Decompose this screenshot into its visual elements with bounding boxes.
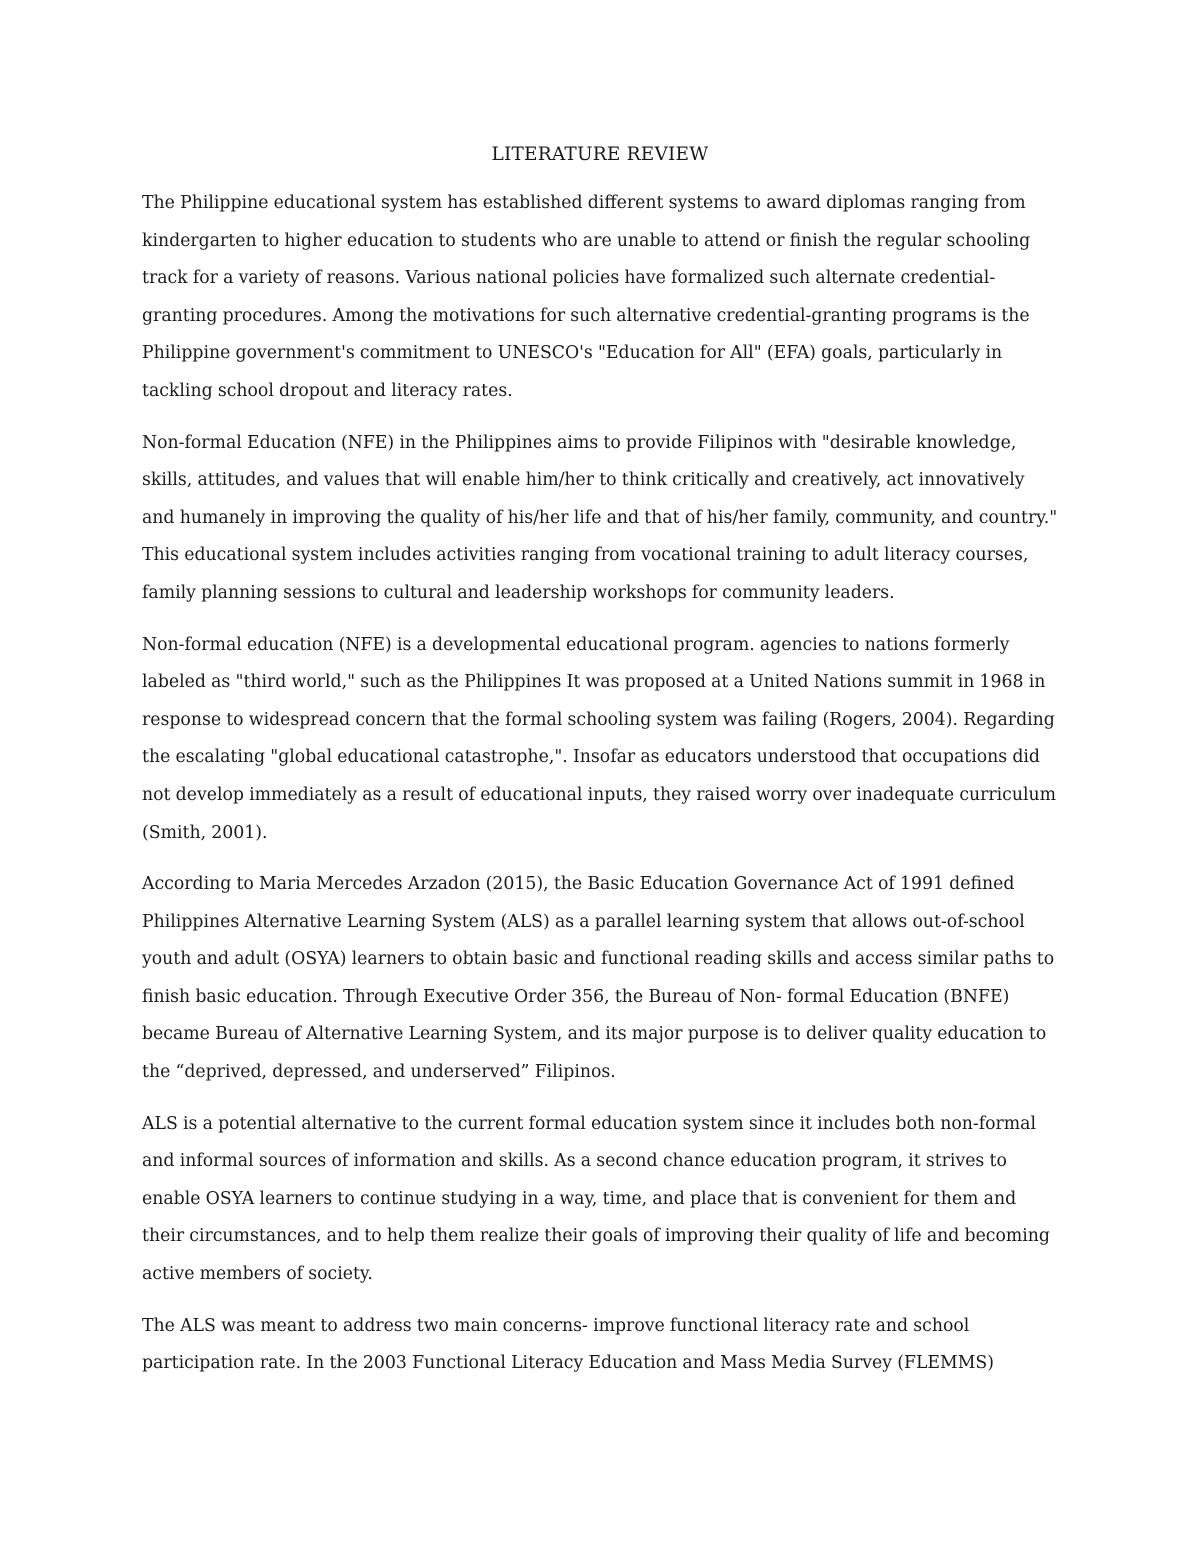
paragraph-intro: The Philippine educational system has established different systems to award diplomas ranging from kindergarten to higher education to students who are unable to attend or finish the regular schooling track for a variety of reasons. Various national policies have formalized such alternate credential-granting procedures. Among the motivations for such alternative credential-granting programs is the Philippine government's commitment to UNESCO's "Education for All" (EFA) goals, particularly in tackling school dropout and literacy rates. <box>142 193 1031 401</box>
page-title: LITERATURE REVIEW <box>491 144 709 165</box>
paragraph-nfe-program: Non-formal education (NFE) is a developmental educational program. agencies to nations formerly labeled as "third world," such as the Philippines It was proposed at a United Nations summit in 1968 in response to widespread concern that the formal schooling system was failing (Rogers, 2004). Regarding the escalating "global educational catastrophe,". Insofar as educators understood that occupations did not develop immediately as a result of educational inputs, they raised worry over inadequate curriculum (Smith, 2001). <box>142 634 1057 843</box>
paragraph-nfe-aims: Non-formal Education (NFE) in the Philippines aims to provide Filipinos with "desirable knowledge, skills, attitudes, and values that will enable him/her to think critically and creatively, act innovatively and humanely in improving the quality of his/her life and that of his/her family, community, and country." This educational system includes activities ranging from vocational training to adult literacy courses, family planning sessions to cultural and leadership workshops for community leaders. <box>142 432 1058 603</box>
document-body <box>142 140 1058 1397</box>
paragraph-als-definition: According to Maria Mercedes Arzadon (2015), the Basic Education Governance Act of 1991 defined Philippines Alternative Learning System (ALS) as a parallel learning system that allows out-of-school youth and adult (OSYA) learners to obtain basic and functional reading skills and access similar paths to finish basic education. Through Executive Order 356, the Bureau of Non- formal Education (BNFE) became Bureau of Alternative Learning System, and its major purpose is to deliver quality education to the “deprived, depressed, and underserved” Filipinos. <box>142 874 1055 1083</box>
paragraph-als-alternative: ALS is a potential alternative to the current formal education system since it includes both non-formal and informal sources of information and skills. As a second chance education program, it strives to enable OSYA learners to continue studying in a way, time, and place that is convenient for them and their circumstances, and to help them realize their goals of improving their quality of life and becoming active members of society. <box>142 1113 1050 1285</box>
paragraph-als-concerns: The ALS was meant to address two main concerns- improve functional literacy rate and school participation rate. In the 2003 Functional Literacy Education and Mass Media Survey (FLEMMS) <box>142 1315 995 1374</box>
